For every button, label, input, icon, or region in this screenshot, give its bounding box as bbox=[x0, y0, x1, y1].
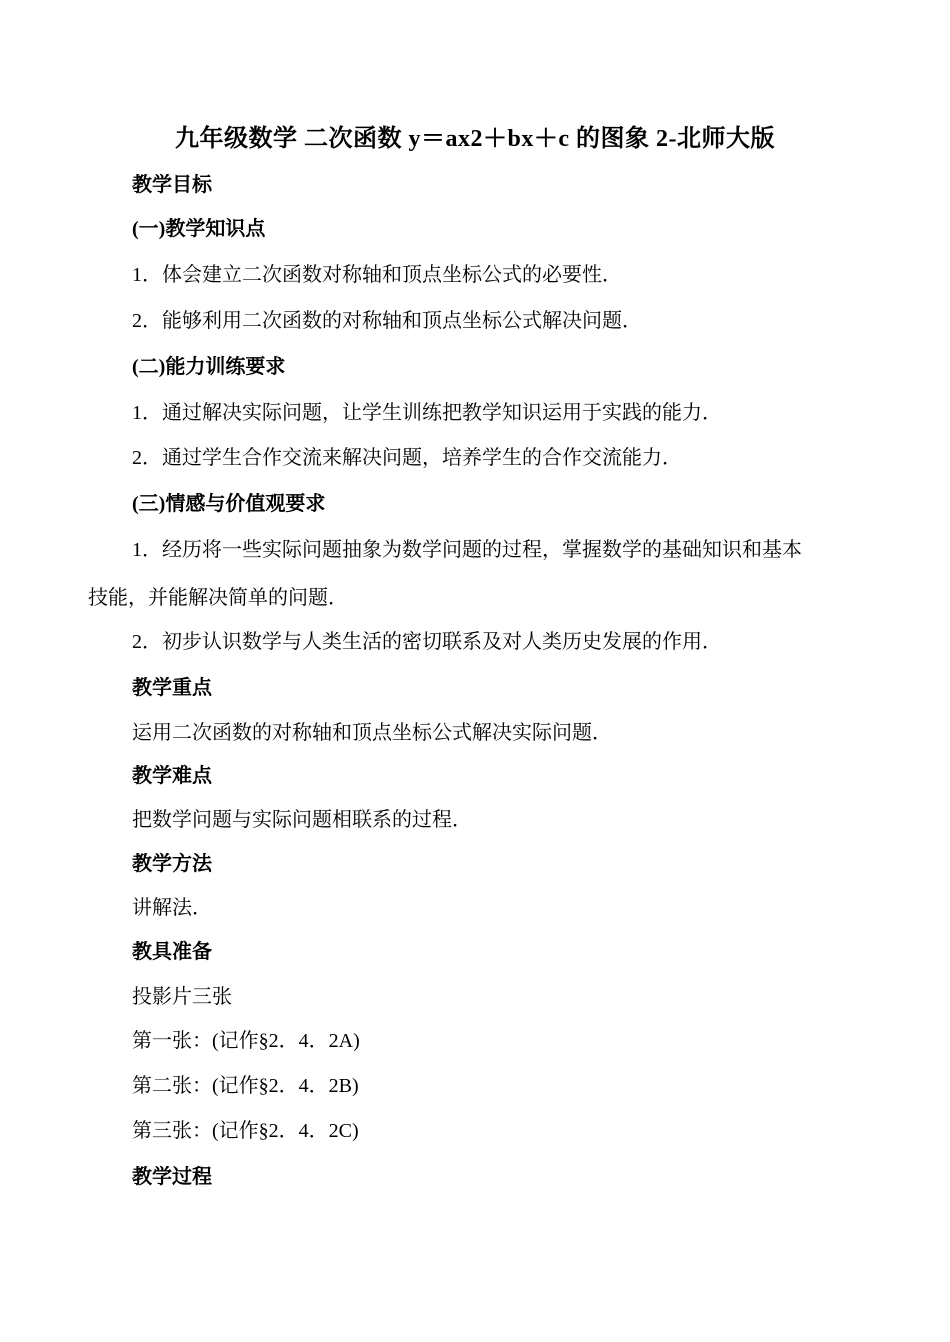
subheading-knowledge-points: (一)教学知识点 bbox=[132, 218, 266, 240]
heading-teaching-method: 教学方法 bbox=[132, 853, 212, 875]
paragraph: 讲解法． bbox=[132, 897, 212, 919]
paragraph: 1．经历将一些实际问题抽象为数学问题的过程，掌握数学的基础知识和基本 bbox=[132, 539, 802, 561]
paragraph: 第一张：(记作§2．4．2A) bbox=[132, 1030, 360, 1052]
paragraph: 2．能够利用二次函数的对称轴和顶点坐标公式解决问题． bbox=[132, 310, 642, 332]
heading-teaching-process: 教学过程 bbox=[132, 1166, 212, 1188]
paragraph: 1．通过解决实际问题，让学生训练把教学知识运用于实践的能力． bbox=[132, 402, 722, 424]
paragraph: 把数学问题与实际问题相联系的过程． bbox=[132, 809, 472, 831]
paragraph: 2．通过学生合作交流来解决问题，培养学生的合作交流能力． bbox=[132, 447, 682, 469]
paragraph-continuation: 技能，并能解决简单的问题． bbox=[88, 587, 348, 609]
paragraph: 2．初步认识数学与人类生活的密切联系及对人类历史发展的作用． bbox=[132, 631, 722, 653]
paragraph: 运用二次函数的对称轴和顶点坐标公式解决实际问题． bbox=[132, 722, 612, 744]
subheading-emotion-values: (三)情感与价值观要求 bbox=[132, 493, 326, 515]
paragraph: 投影片三张 bbox=[132, 986, 232, 1008]
heading-difficulties: 教学难点 bbox=[132, 765, 212, 787]
heading-teaching-objectives: 教学目标 bbox=[132, 174, 212, 196]
paragraph: 第三张：(记作§2．4．2C) bbox=[132, 1120, 359, 1142]
paragraph: 第二张：(记作§2．4．2B) bbox=[132, 1075, 359, 1097]
heading-teaching-aids: 教具准备 bbox=[132, 941, 212, 963]
subheading-ability-requirements: (二)能力训练要求 bbox=[132, 356, 286, 378]
document-title: 九年级数学 二次函数 y＝ax2＋bx＋c 的图象 2-北师大版 bbox=[175, 126, 775, 152]
heading-key-points: 教学重点 bbox=[132, 677, 212, 699]
paragraph: 1．体会建立二次函数对称轴和顶点坐标公式的必要性． bbox=[132, 264, 622, 286]
